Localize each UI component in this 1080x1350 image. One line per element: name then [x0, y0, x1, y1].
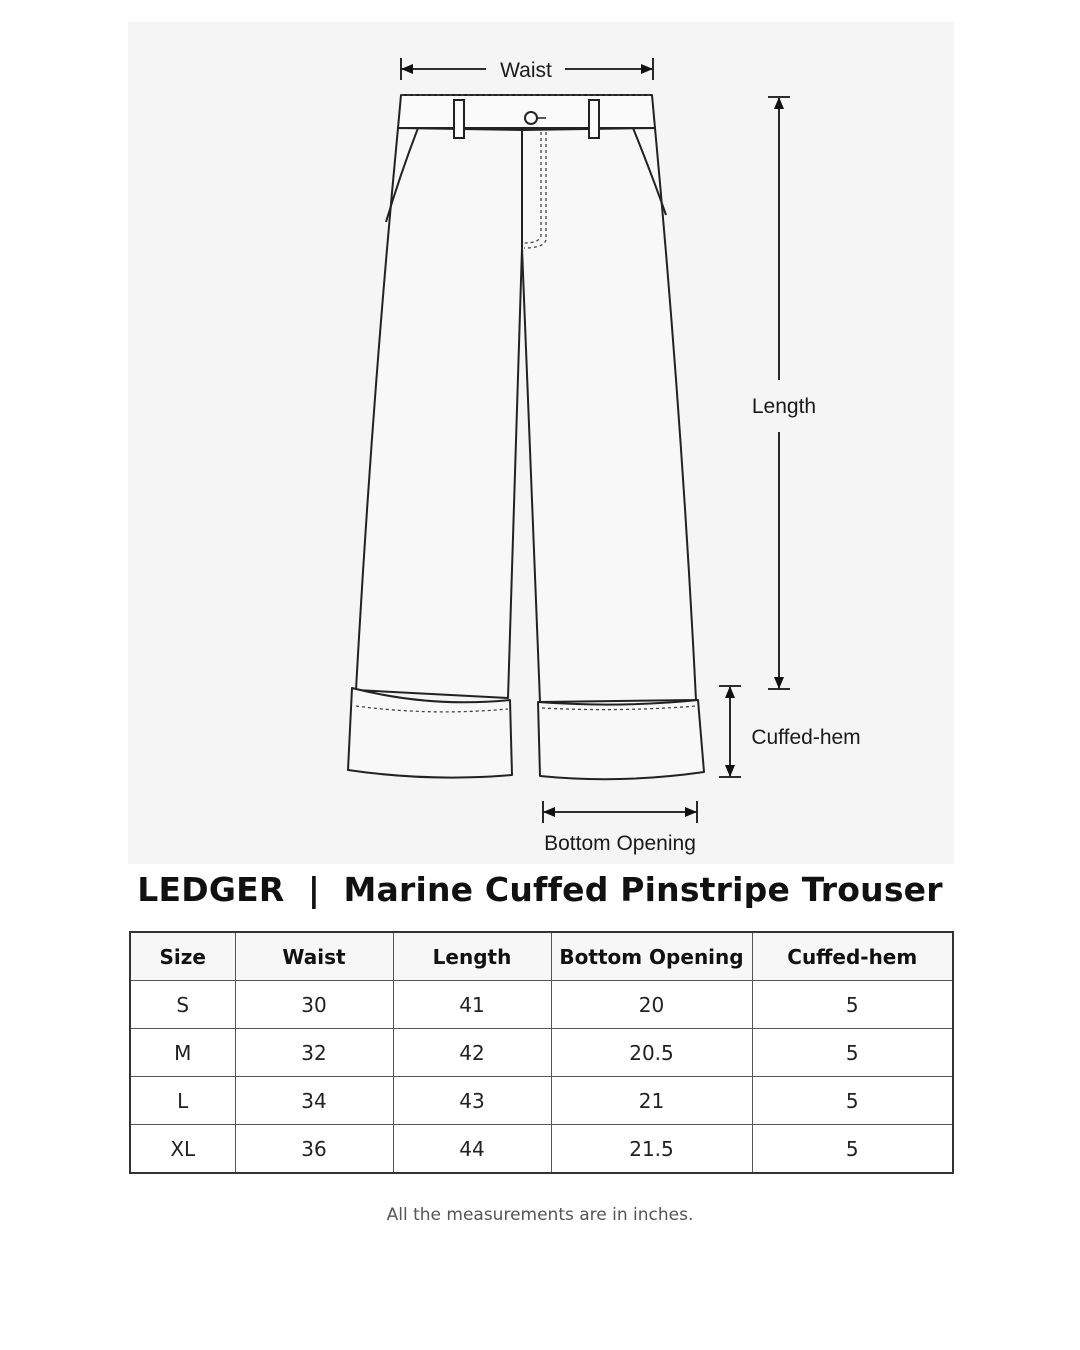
- header-cuffed-hem: Cuffed-hem: [752, 932, 953, 981]
- length-label: Length: [751, 395, 817, 418]
- cell-length: 41: [393, 981, 551, 1029]
- cell-bottom-opening: 21.5: [551, 1125, 752, 1174]
- header-bottom-opening: Bottom Opening: [551, 932, 752, 981]
- cell-size: S: [130, 981, 235, 1029]
- cell-size: XL: [130, 1125, 235, 1174]
- cell-bottom-opening: 20: [551, 981, 752, 1029]
- header-length: Length: [393, 932, 551, 981]
- header-size: Size: [130, 932, 235, 981]
- cell-waist: 34: [235, 1077, 393, 1125]
- product-title: LEDGER | Marine Cuffed Pinstripe Trouser: [137, 870, 943, 909]
- measurement-note: All the measurements are in inches.: [386, 1205, 694, 1225]
- cell-length: 42: [393, 1029, 551, 1077]
- cell-bottom-opening: 20.5: [551, 1029, 752, 1077]
- cuffed-hem-label: Cuffed-hem: [751, 726, 861, 749]
- cell-cuffed-hem: 5: [752, 1125, 953, 1174]
- cell-size: M: [130, 1029, 235, 1077]
- cell-size: L: [130, 1077, 235, 1125]
- table-row: [130, 1125, 953, 1174]
- bottom-opening-label: Bottom Opening: [544, 832, 696, 855]
- header-waist: Waist: [235, 932, 393, 981]
- cell-waist: 36: [235, 1125, 393, 1174]
- waist-label: Waist: [500, 59, 552, 82]
- cell-length: 43: [393, 1077, 551, 1125]
- cell-waist: 30: [235, 981, 393, 1029]
- cell-length: 44: [393, 1125, 551, 1174]
- cell-cuffed-hem: 5: [752, 981, 953, 1029]
- table-row: [130, 981, 953, 1029]
- cell-cuffed-hem: 5: [752, 1077, 953, 1125]
- cell-waist: 32: [235, 1029, 393, 1077]
- table-row: [130, 1029, 953, 1077]
- cell-cuffed-hem: 5: [752, 1029, 953, 1077]
- cell-bottom-opening: 21: [551, 1077, 752, 1125]
- table-header-row: [130, 932, 953, 981]
- table-row: [130, 1077, 953, 1125]
- size-chart-table: [129, 931, 954, 1174]
